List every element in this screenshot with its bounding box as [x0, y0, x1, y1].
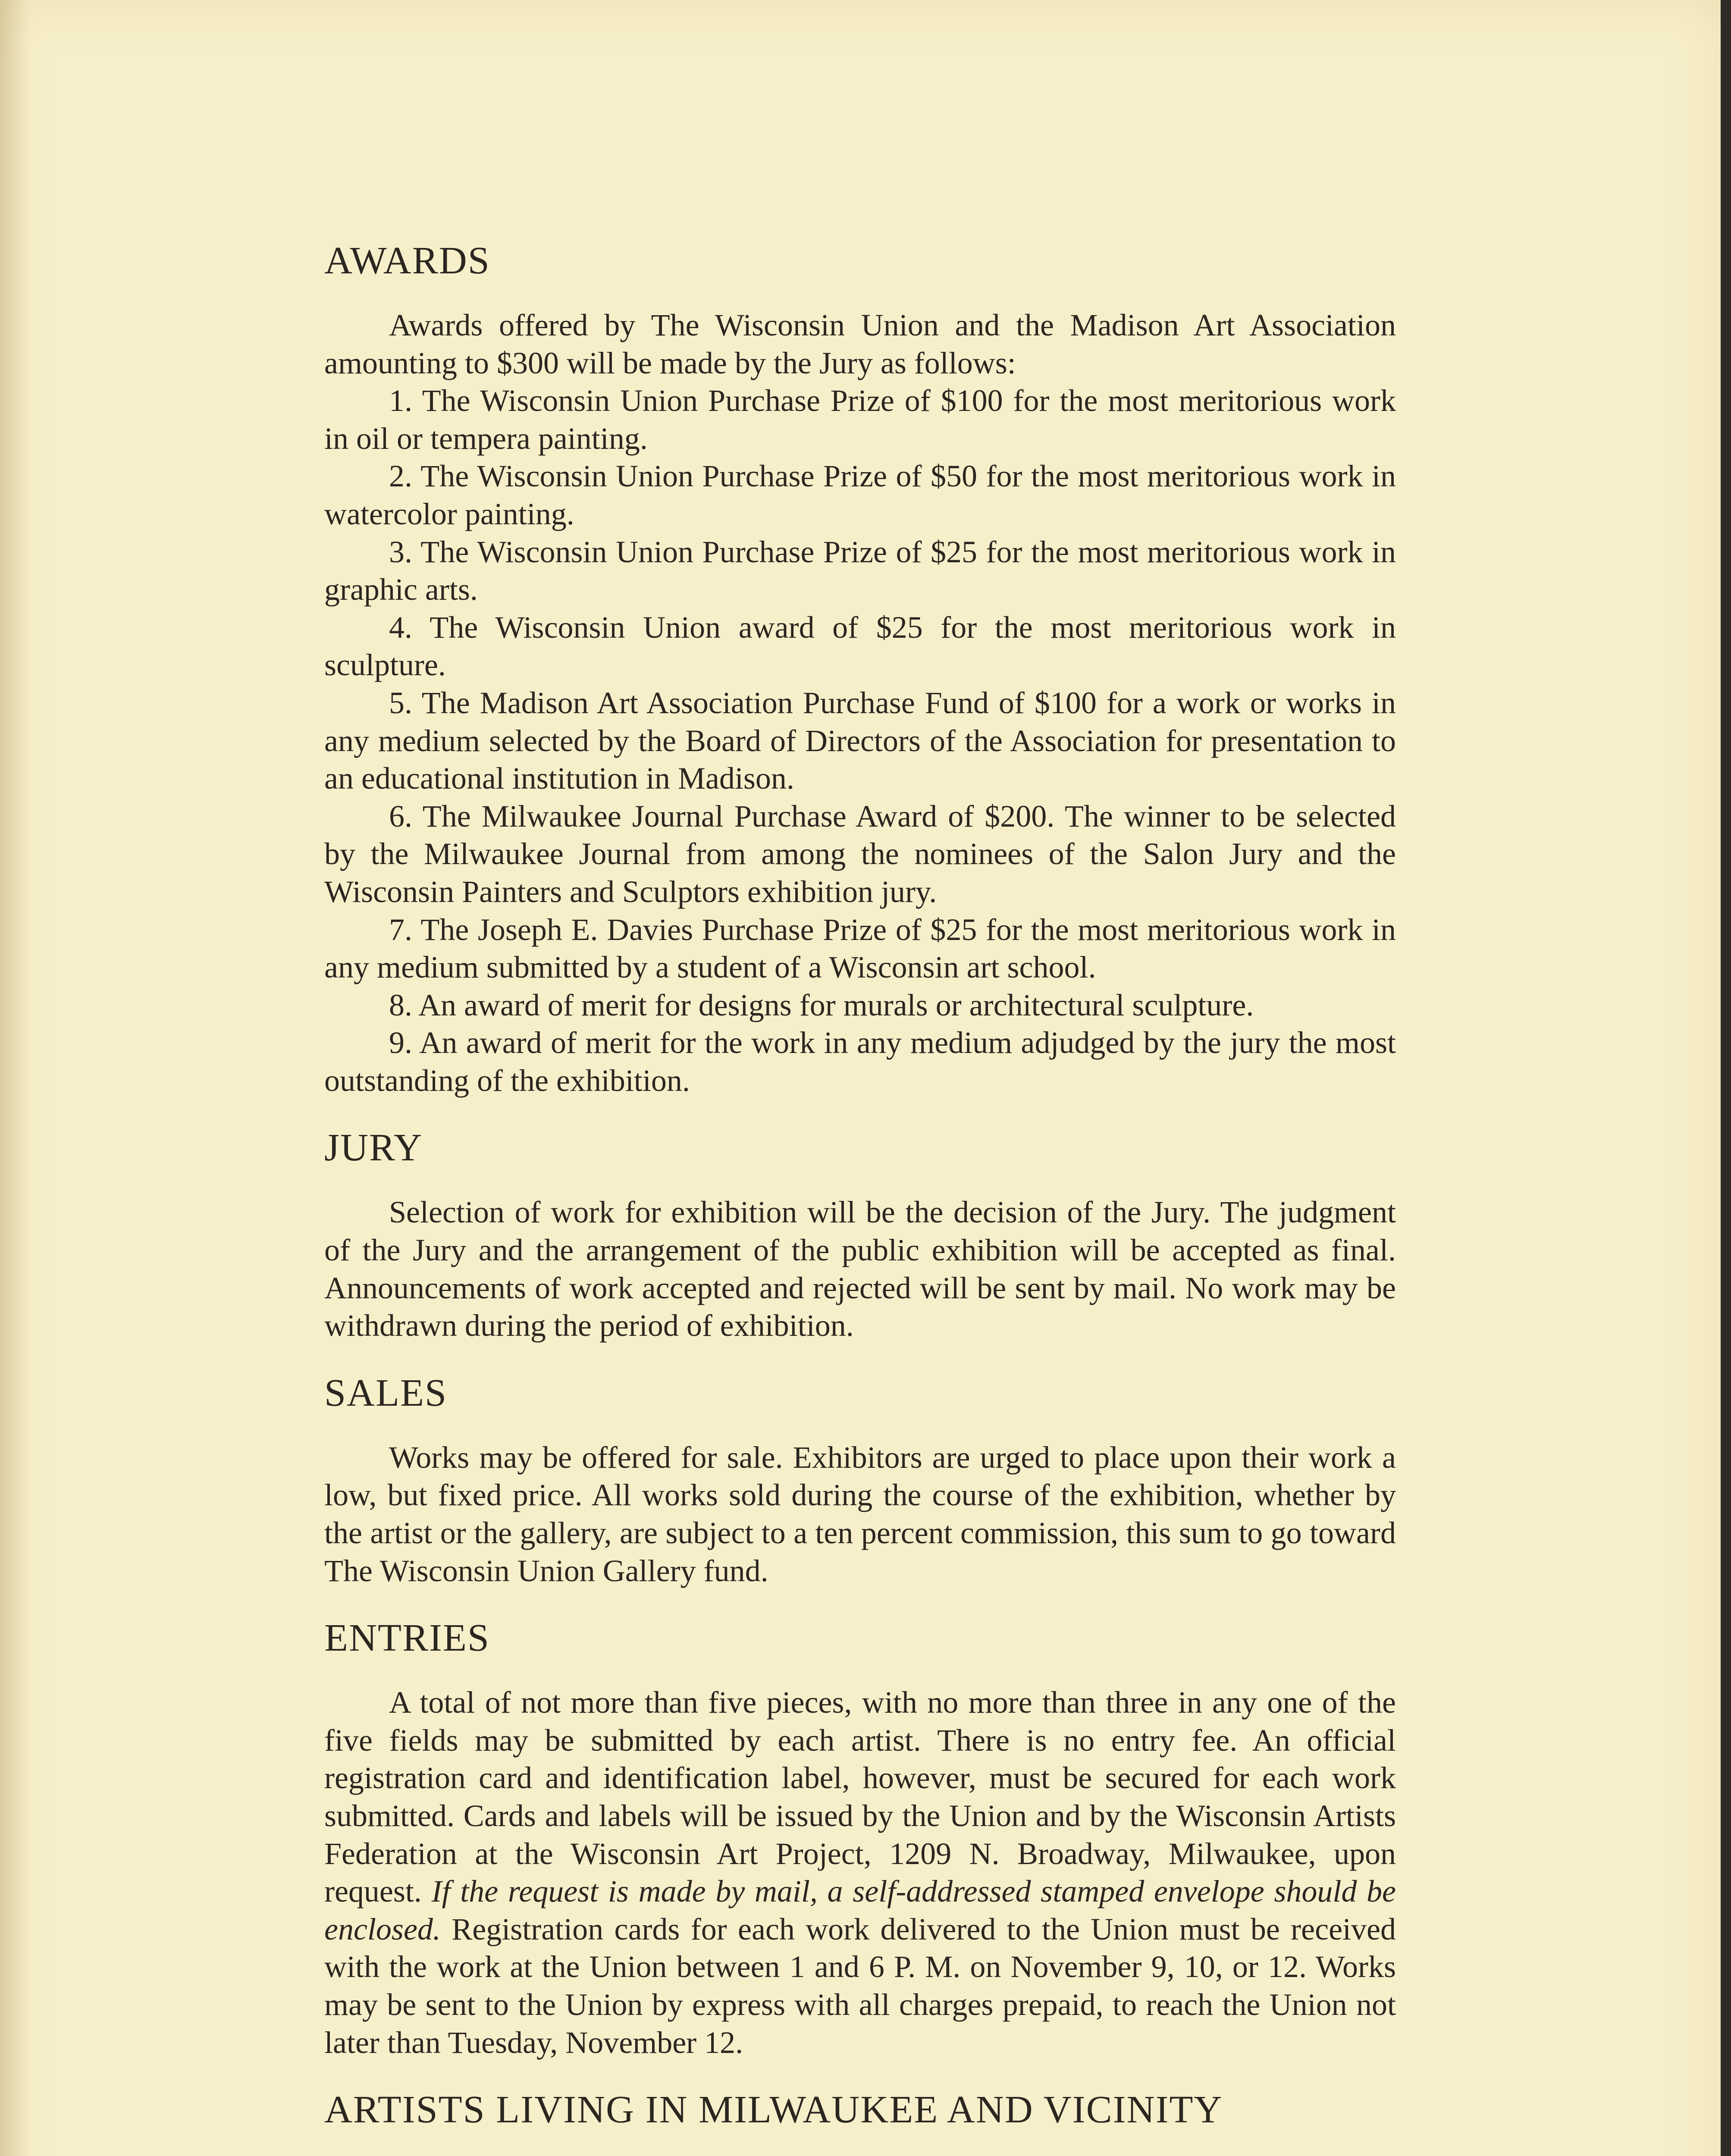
entries-heading: ENTRIES: [324, 1617, 490, 1660]
entries-section: [324, 1612, 1396, 2062]
entries-body-italic: If the request is made by mail, a self-addressed stamped envelope should be enclosed.: [324, 1874, 1396, 1946]
jury-body: Selection of work for exhibition will be the decision of the Jury. The judgment of the Jury and the arrangement of the public exhibition will be accepted as final. Announcements of work accepted and rejected will be sent by mail. No work may be withdrawn during the period of exhibition.: [324, 1195, 1396, 1343]
award-item-8: 8. An award of merit for designs for murals or architectural sculpture.: [389, 987, 1254, 1022]
sales-section: [324, 1367, 1396, 1590]
award-item-2: 2. The Wisconsin Union Purchase Prize of $50 for the most meritorious work in watercolor painting.: [324, 459, 1396, 531]
sales-heading: SALES: [324, 1371, 448, 1414]
award-item-9: 9. An award of merit for the work in any medium adjudged by the jury the most outstanding of the exhibition.: [324, 1025, 1396, 1098]
awards-section: [324, 235, 1396, 1100]
scan-edge-right: [1721, 0, 1731, 2156]
award-item-4: 4. The Wisconsin Union award of $25 for the most meritorious work in sculpture.: [324, 610, 1396, 683]
entries-body: [324, 1684, 1396, 2062]
milwaukee-heading: ARTISTS LIVING IN MILWAUKEE AND VICINITY: [324, 2088, 1223, 2131]
award-item-1: 1. The Wisconsin Union Purchase Prize of $100 for the most meritorious work in oil or tempera painting.: [324, 383, 1396, 456]
awards-heading: AWARDS: [324, 239, 490, 282]
jury-section: [324, 1122, 1396, 1344]
award-item-3: 3. The Wisconsin Union Purchase Prize of $25 for the most meritorious work in graphic arts.: [324, 534, 1396, 607]
awards-intro: Awards offered by The Wisconsin Union and the Madison Art Association amounting to $300 will be made by the Jury as follows:: [324, 308, 1396, 380]
entries-body-part-1: A total of not more than five pieces, with no more than three in any one of the five fields may be submitted by each artist. There is no entry fee. An official registration card and identification label, however, must be secured for each work submitted. Cards and labels will be issued by the Union and by the Wisconsin Artists Federation at the Wisconsin Art Project, 1209 N. Broadway, Milwaukee, upon request.: [324, 1685, 1396, 1909]
award-item-7: 7. The Joseph E. Davies Purchase Prize of $25 for the most meritorious work in any medium submitted by a student of a Wisconsin art school.: [324, 912, 1396, 985]
jury-heading: JURY: [324, 1126, 423, 1169]
sales-body: Works may be offered for sale. Exhibitors are urged to place upon their work a low, but fixed price. All works sold during the course of the exhibition, whether by the artist or the gallery, are subject to a ten percent commission, this sum to go toward The Wisconsin Union Gallery fund.: [324, 1440, 1396, 1588]
milwaukee-section: [324, 2084, 1396, 2156]
award-item-5: 5. The Madison Art Association Purchase Fund of $100 for a work or works in any medium selected by the Board of Directors of the Association for presentation to an educational institution in Madison.: [324, 685, 1396, 796]
page-content: [324, 235, 1396, 2156]
entries-body-part-2: Registration cards for each work delivered to the Union must be received with the work at the Union between 1 and 6 P. M. on November 9, 10, or 12. Works may be sent to the Union by express with all charges prepaid, to reach the Union not later than Tuesday, November 12.: [324, 1912, 1396, 2060]
award-item-6: 6. The Milwaukee Journal Purchase Award of $200. The winner to be selected by the Milwaukee Journal from among the nominees of the Salon Jury and the Wisconsin Painters and Sculptors exhibition jury.: [324, 799, 1396, 909]
page-fold-shadow: [0, 0, 30, 2156]
